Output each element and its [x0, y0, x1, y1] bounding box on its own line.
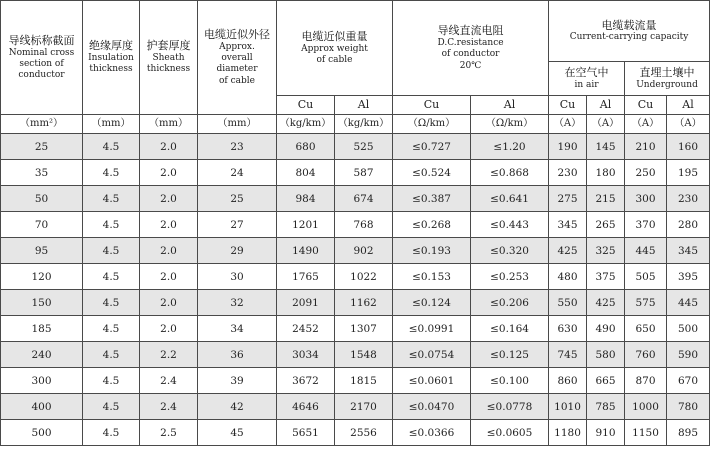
table-cell: 35 [1, 160, 83, 186]
table-cell: 745 [549, 342, 587, 368]
table-row [1, 394, 710, 420]
unit-cell: （A） [625, 115, 667, 134]
header-resistance-en-line: of conductor [441, 49, 500, 60]
table-cell: 550 [549, 290, 587, 316]
table-cell: 4.5 [83, 420, 140, 446]
table-cell: 780 [667, 394, 710, 420]
header-diameter-en-line: diameter [216, 64, 258, 75]
table-cell: 4646 [277, 394, 335, 420]
table-cell: 5651 [277, 420, 335, 446]
table-cell: 425 [549, 238, 587, 264]
table-cell: ≤0.0991 [393, 316, 471, 342]
table-cell: 185 [1, 316, 83, 342]
table-cell: 630 [549, 316, 587, 342]
table-cell: ≤0.164 [471, 316, 549, 342]
unit-cell: （mm²） [1, 115, 83, 134]
table-cell: ≤0.153 [393, 264, 471, 290]
table-cell: 265 [587, 212, 625, 238]
table-cell: 4.5 [83, 134, 140, 160]
table-cell: 2.0 [140, 238, 198, 264]
table-cell: 870 [625, 368, 667, 394]
table-cell: 395 [667, 264, 710, 290]
header-insulation-en-line: Insulation [88, 53, 134, 64]
table-cell: 895 [667, 420, 710, 446]
table-body [1, 134, 710, 446]
unit-cell: （mm） [140, 115, 198, 134]
table-cell: ≤0.387 [393, 186, 471, 212]
table-cell: 4.5 [83, 394, 140, 420]
table-cell: 590 [667, 342, 710, 368]
table-cell: 500 [667, 316, 710, 342]
header-diameter-en-line: Approx. [219, 41, 255, 52]
table-cell: 2.0 [140, 316, 198, 342]
table-cell: 902 [335, 238, 393, 264]
table-cell: 27 [198, 212, 277, 238]
table-cell: 150 [1, 290, 83, 316]
table-row [1, 238, 710, 264]
table-row [1, 342, 710, 368]
unit-cell: （Ω/km） [471, 115, 549, 134]
table-cell: ≤0.0601 [393, 368, 471, 394]
header-in-air-en: in air [574, 79, 599, 90]
table-cell: 575 [625, 290, 667, 316]
table-cell: 785 [587, 394, 625, 420]
table-cell: 4.5 [83, 212, 140, 238]
table-cell: 190 [549, 134, 587, 160]
table-cell: 670 [667, 368, 710, 394]
table-cell: ≤0.320 [471, 238, 549, 264]
table-cell: 145 [587, 134, 625, 160]
table-cell: 1307 [335, 316, 393, 342]
header-nominal-section-en-line: section of [19, 58, 64, 69]
table-cell: ≤0.524 [393, 160, 471, 186]
unit-cell: （kg/km） [277, 115, 335, 134]
table-cell: 230 [667, 186, 710, 212]
table-cell: 4.5 [83, 290, 140, 316]
table-cell: 910 [587, 420, 625, 446]
table-row [1, 368, 710, 394]
table-cell: 30 [198, 264, 277, 290]
header-weight-en-line: Approx weight [301, 43, 368, 54]
unit-cell: （mm） [198, 115, 277, 134]
table-cell: 29 [198, 238, 277, 264]
table-cell: 45 [198, 420, 277, 446]
subheader-weight-cu: Cu [277, 96, 335, 115]
table-cell: ≤0.206 [471, 290, 549, 316]
header-nominal-section [1, 1, 83, 115]
table-cell: 4.5 [83, 368, 140, 394]
unit-cell: （A） [549, 115, 587, 134]
table-cell: 210 [625, 134, 667, 160]
table-cell: ≤1.20 [471, 134, 549, 160]
table-cell: 665 [587, 368, 625, 394]
table-row [1, 212, 710, 238]
table-cell: 2.0 [140, 290, 198, 316]
table-cell: 36 [198, 342, 277, 368]
table-cell: ≤0.868 [471, 160, 549, 186]
header-current-zh: 电缆载流量 [601, 18, 657, 32]
table-cell: 505 [625, 264, 667, 290]
table-cell: 250 [625, 160, 667, 186]
table-row [1, 160, 710, 186]
header-sheath-thickness [140, 1, 198, 115]
table-cell: 1010 [549, 394, 587, 420]
table-cell: 3672 [277, 368, 335, 394]
table-row [1, 186, 710, 212]
header-nominal-section-en-line: conductor [18, 70, 65, 80]
header-underground [625, 62, 710, 96]
table-cell: 674 [335, 186, 393, 212]
table-cell: 25 [1, 134, 83, 160]
table-cell: 39 [198, 368, 277, 394]
table-cell: ≤0.125 [471, 342, 549, 368]
table-cell: 500 [1, 420, 83, 446]
table-cell: 1201 [277, 212, 335, 238]
header-resistance-en-line: D.C.resistance [437, 38, 504, 48]
table-cell: 2556 [335, 420, 393, 446]
table-cell: 1815 [335, 368, 393, 394]
header-insulation-zh: 绝缘厚度 [89, 39, 133, 53]
header-underground-zh: 直埋土壤中 [639, 66, 695, 79]
table-cell: 24 [198, 160, 277, 186]
unit-cell: （A） [667, 115, 710, 134]
header-resistance-en-line: 20℃ [459, 60, 482, 71]
table-cell: 230 [549, 160, 587, 186]
table-cell: ≤0.0366 [393, 420, 471, 446]
table-cell: 95 [1, 238, 83, 264]
table-cell: 23 [198, 134, 277, 160]
table-cell: 490 [587, 316, 625, 342]
table-cell: 2.0 [140, 134, 198, 160]
table-row [1, 264, 710, 290]
table-cell: 34 [198, 316, 277, 342]
table-cell: 4.5 [83, 186, 140, 212]
header-weight-zh: 电缆近似重量 [301, 29, 368, 43]
table-cell: 2452 [277, 316, 335, 342]
table-cell: 425 [587, 290, 625, 316]
table-cell: 587 [335, 160, 393, 186]
header-nominal-section-zh: 导线标称截面 [8, 33, 75, 47]
table-cell: ≤0.124 [393, 290, 471, 316]
table-cell: ≤0.253 [471, 264, 549, 290]
unit-cell: （mm） [83, 115, 140, 134]
table-cell: 2.0 [140, 160, 198, 186]
table-cell: 180 [587, 160, 625, 186]
table-row [1, 134, 710, 160]
table-cell: 70 [1, 212, 83, 238]
table-cell: 2.5 [140, 420, 198, 446]
table-cell: 1490 [277, 238, 335, 264]
table-cell: 345 [667, 238, 710, 264]
subheader-weight-al: Al [335, 96, 393, 115]
table-cell: 480 [549, 264, 587, 290]
header-weight-en-line: of cable [316, 54, 353, 65]
table-cell: 4.5 [83, 238, 140, 264]
header-dc-resistance [393, 1, 549, 96]
table-cell: 2.2 [140, 342, 198, 368]
header-insulation-thickness [83, 1, 140, 115]
table-cell: 760 [625, 342, 667, 368]
unit-cell: （Ω/km） [393, 115, 471, 134]
unit-cell: （kg/km） [335, 115, 393, 134]
table-cell: ≤0.0470 [393, 394, 471, 420]
table-cell: ≤0.0605 [471, 420, 549, 446]
table-cell: 2.4 [140, 368, 198, 394]
table-cell: 160 [667, 134, 710, 160]
table-cell: ≤0.193 [393, 238, 471, 264]
table-cell: 345 [549, 212, 587, 238]
header-current-capacity [549, 1, 710, 62]
table-cell: 42 [198, 394, 277, 420]
table-cell: 580 [587, 342, 625, 368]
table-row [1, 316, 710, 342]
table-cell: 1162 [335, 290, 393, 316]
table-cell: 445 [667, 290, 710, 316]
header-in-air-zh: 在空气中 [564, 66, 609, 79]
table-cell: 1000 [625, 394, 667, 420]
table-cell: 370 [625, 212, 667, 238]
unit-cell: （A） [587, 115, 625, 134]
subheader-ground-cu: Cu [625, 96, 667, 115]
table-cell: 804 [277, 160, 335, 186]
table-cell: 1765 [277, 264, 335, 290]
header-sheath-en-line: Sheath [152, 53, 185, 64]
table-cell: 4.5 [83, 160, 140, 186]
table-cell: 4.5 [83, 264, 140, 290]
table-cell: 2091 [277, 290, 335, 316]
subheader-ground-al: Al [667, 96, 710, 115]
table-cell: ≤0.100 [471, 368, 549, 394]
header-underground-en: Underground [636, 79, 698, 90]
table-cell: 2.0 [140, 212, 198, 238]
header-diameter-en-line: of cable [219, 75, 255, 86]
header-resistance-zh: 导线直流电阻 [437, 24, 504, 38]
table-cell: 1548 [335, 342, 393, 368]
table-cell: 325 [587, 238, 625, 264]
header-nominal-section-en-line: Nominal cross [8, 47, 75, 58]
table-cell: 32 [198, 290, 277, 316]
table-cell: ≤0.443 [471, 212, 549, 238]
table-cell: 275 [549, 186, 587, 212]
table-cell: 50 [1, 186, 83, 212]
table-cell: 2170 [335, 394, 393, 420]
table-cell: 1150 [625, 420, 667, 446]
table-cell: 2.4 [140, 394, 198, 420]
table-cell: ≤0.268 [393, 212, 471, 238]
header-diameter-en-line: overall [221, 53, 253, 64]
table-cell: 3034 [277, 342, 335, 368]
header-diameter-zh: 电缆近似外径 [204, 28, 270, 42]
table-row [1, 420, 710, 446]
table-cell: ≤0.641 [471, 186, 549, 212]
table-cell: 525 [335, 134, 393, 160]
table-cell: 400 [1, 394, 83, 420]
table-cell: ≤0.0754 [393, 342, 471, 368]
header-current-en: Current-carrying capacity [569, 32, 689, 43]
table-cell: 860 [549, 368, 587, 394]
header-approx-weight [277, 1, 393, 96]
table-cell: 1022 [335, 264, 393, 290]
table-cell: 240 [1, 342, 83, 368]
header-insulation-en-line: thickness [89, 64, 133, 75]
header-overall-diameter [198, 1, 277, 115]
table-cell: 375 [587, 264, 625, 290]
table-row [1, 290, 710, 316]
header-sheath-zh: 护套厚度 [146, 39, 191, 53]
table-cell: 650 [625, 316, 667, 342]
table-cell: 1180 [549, 420, 587, 446]
header-sheath-en-line: thickness [146, 64, 191, 75]
table-cell: 984 [277, 186, 335, 212]
table-cell: 680 [277, 134, 335, 160]
table-cell: 300 [625, 186, 667, 212]
table-cell: 120 [1, 264, 83, 290]
subheader-air-al: Al [587, 96, 625, 115]
table-cell: 4.5 [83, 316, 140, 342]
table-cell: 300 [1, 368, 83, 394]
table-cell: 25 [198, 186, 277, 212]
table-cell: ≤0.727 [393, 134, 471, 160]
table-cell: 4.5 [83, 342, 140, 368]
table-cell: 445 [625, 238, 667, 264]
table-cell: ≤0.0778 [471, 394, 549, 420]
subheader-air-cu: Cu [549, 96, 587, 115]
header-in-air [549, 62, 625, 96]
table-cell: 2.0 [140, 264, 198, 290]
table-cell: 768 [335, 212, 393, 238]
table-cell: 2.0 [140, 186, 198, 212]
table-cell: 215 [587, 186, 625, 212]
table-cell: 195 [667, 160, 710, 186]
subheader-resistance-cu: Cu [393, 96, 471, 115]
subheader-resistance-al: Al [471, 96, 549, 115]
table-cell: 280 [667, 212, 710, 238]
